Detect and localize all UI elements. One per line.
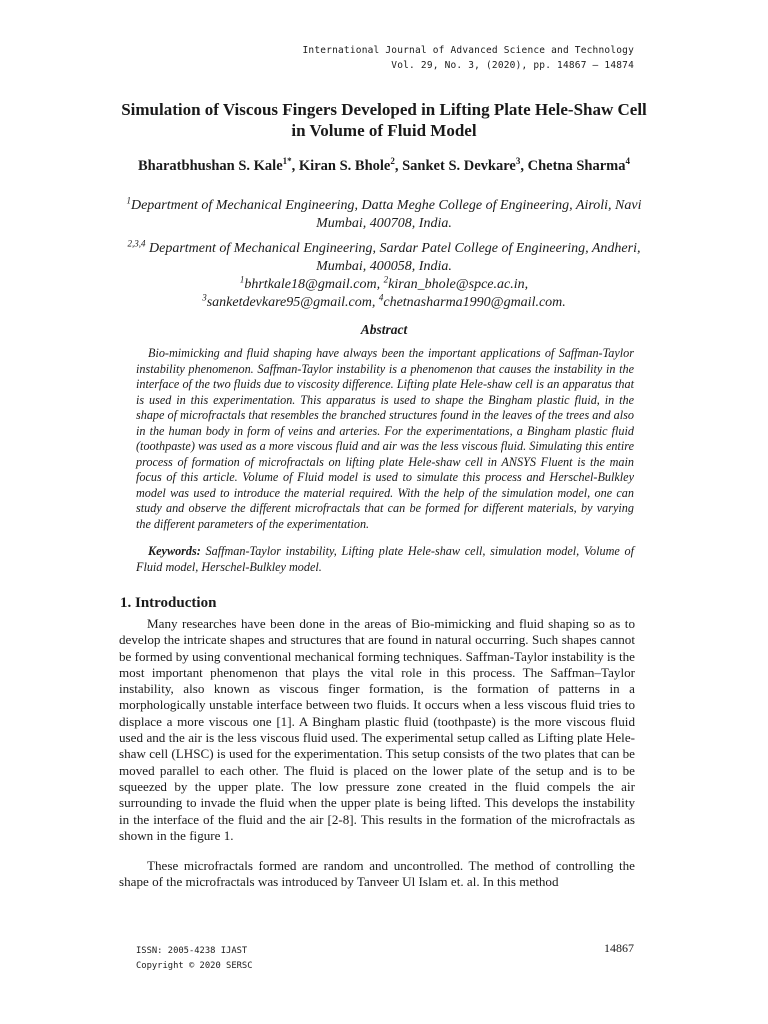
- intro-paragraph-1: Many researches have been done in the areas of Bio-mimicking and fluid shaping so as to develop the intricate shapes and structures that are found in natural occurring. Such shapes cannot be formed by using conventional mechanical forming techniques. Saffman-Taylor instability is the most important phenomenon that plays the vital role in this process. The Saffman–Taylor instability, also known as viscous finger formation, is the formation of patterns in a morphologically unstable interface between two fluids. It occurs when a less viscous fluid tries to displace a more viscous one [1]. A Bingham plastic fluid (toothpaste) is the more viscous fluid used and the air is the less viscous fluid used. The experimental setup called as Lifting plate Hele-shaw cell (LHSC) is used for the experimentation. This setup consists of the two plates that can be moved parallel to each other. The fluid is placed on the lower plate of the setup and is to be squeezed by the upper plate. The low pressure zone created in the fluid compels the air surrounding to invade the fluid when the upper plate is being lifted. This develops the instability in the interface of the fluid and the air [2-8]. This results in the formation of the microfractals as shown in the figure 1.: [119, 616, 635, 843]
- affiliation-2: [112, 240, 656, 312]
- author-sup: 3: [515, 156, 521, 167]
- author-sep: ,: [520, 158, 528, 174]
- keywords: [136, 544, 634, 575]
- author-sup: 4: [625, 156, 630, 167]
- author-name: Kiran S. Bhole: [298, 158, 391, 174]
- author-name: Chetna Sharma: [527, 158, 626, 174]
- email-sup: 4: [378, 292, 384, 303]
- keywords-label: Keywords:: [148, 544, 201, 558]
- journal-header: [303, 43, 635, 73]
- page-number: 14867: [604, 941, 634, 955]
- author-sup: 1*: [282, 156, 292, 167]
- keywords-text: Saffman-Taylor instability, Lifting plate Hele-shaw cell, simulation model, Volume of Fluid model, Herschel-Bulkley model.: [136, 544, 634, 574]
- intro-paragraph-2: These microfractals formed are random and uncontrolled. The method of controlling the shape of the microfractals was introduced by Tanveer Ul Islam et. al. In this method: [119, 858, 635, 890]
- section-heading-introduction: 1. Introduction: [120, 595, 217, 611]
- email-link[interactable]: chetnasharma1990@gmail.com.: [383, 295, 566, 310]
- email-sup: 1: [239, 274, 245, 285]
- footer-issn: ISSN: 2005-4238 IJAST: [136, 946, 248, 956]
- affiliation-text: Department of Mechanical Engineering, Sardar Patel College of Engineering, Andheri, Mumbai, 400058, India.: [145, 241, 641, 274]
- author-sep: ,: [291, 158, 299, 174]
- abstract-heading: Abstract: [360, 322, 408, 337]
- author-name: Sanket S. Devkare: [402, 158, 516, 174]
- author-sep: ,: [394, 158, 403, 174]
- author-list: [118, 156, 650, 176]
- email-sup: 2: [383, 274, 389, 285]
- email-link[interactable]: bhrtkale18@gmail.com,: [244, 277, 384, 292]
- affiliation-1: [112, 197, 656, 233]
- footer-left: [136, 944, 253, 974]
- journal-volume: Vol. 29, No. 3, (2020), pp. 14867 – 14874: [391, 60, 634, 71]
- journal-name: International Journal of Advanced Science and Technology: [302, 45, 634, 56]
- email-sup: 3: [202, 292, 207, 303]
- paper-title: Simulation of Viscous Fingers Developed in Lifting Plate Hele-Shaw Cell in Volume of Fluid Model: [121, 100, 647, 140]
- affiliation-sup: 2,3,4: [127, 238, 146, 249]
- email-link[interactable]: kiran_bhole@spce.ac.in,: [388, 277, 529, 292]
- abstract-text: Bio-mimicking and fluid shaping have always been the important applications of Saffman-Taylor instability phenomenon. Saffman-Taylor instability is a phenomenon that causes the instability in the interface of the two fluids due to viscosity difference. Lifting plate Hele-shaw cell is an apparatus that is used in this experimentation. This apparatus is used to shape the Bingham plastic fluid, in the shape of microfractals that resembles the branched structures found in the leaves of the trees and also in the human body in form of veins and arteries. For the experimentations, a Bingham plastic fluid (toothpaste) was used as a more viscous fluid and air was the less viscous fluid. Simulating this entire process of formation of microfractals on lifting plate Hele-shaw cell in ANSYS Fluent is the main focus of this article. Volume of Fluid model is used to simulate this process and Herschel-Bulkley model was used to introduce the material required. With the help of the simulation model, one can study and observe the different microfractals that can be formed for different materials, by varying the different parameters of the experimentation.: [136, 346, 634, 531]
- affiliation-text: Department of Mechanical Engineering, Datta Meghe College of Engineering, Airoli, Navi Mumbai, 400708, India.: [130, 198, 642, 231]
- author-sup: 2: [390, 156, 395, 167]
- affiliation-sup: 1: [126, 195, 131, 206]
- author-name: Bharatbhushan S. Kale: [138, 158, 283, 174]
- email-link[interactable]: sanketdevkare95@gmail.com,: [206, 295, 379, 310]
- footer-copyright: Copyright © 2020 SERSC: [136, 961, 253, 971]
